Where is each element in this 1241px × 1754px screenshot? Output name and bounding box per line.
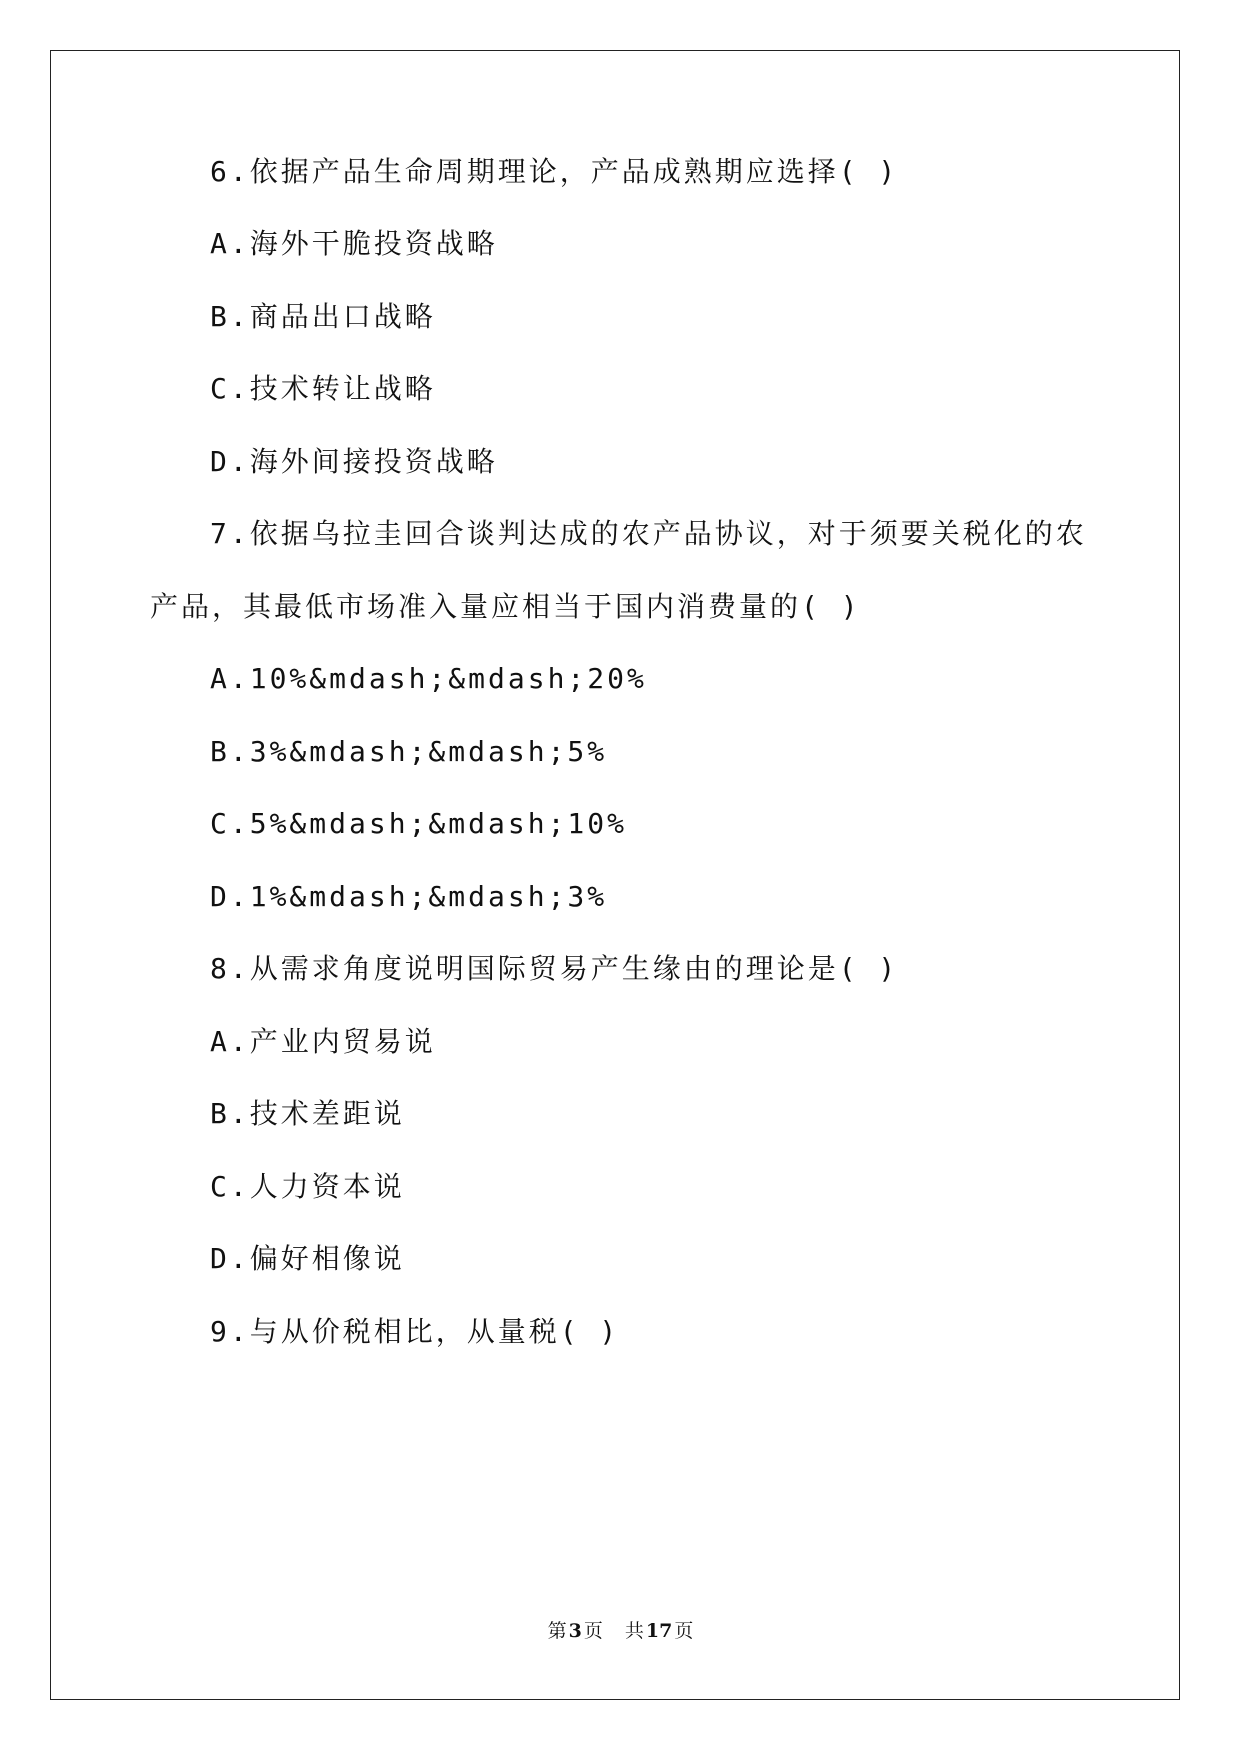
- footer-page-prefix: 第: [547, 1620, 567, 1642]
- question-7-continued: 产品，其最低市场准入量应相当于国内消费量的( ): [150, 590, 861, 623]
- question-7-option-b: B.3%&mdash;&mdash;5%: [210, 735, 608, 768]
- question-7-option-d: D.1%&mdash;&mdash;3%: [210, 880, 608, 913]
- question-6: 6.依据产品生命周期理论，产品成熟期应选择( ): [210, 155, 899, 188]
- question-8-option-b: B.技术差距说: [210, 1097, 405, 1130]
- page-footer: [0, 1618, 1241, 1644]
- question-8: 8.从需求角度说明国际贸易产生缘由的理论是( ): [210, 952, 899, 985]
- footer-total-pages: 17: [645, 1620, 673, 1642]
- question-6-option-b: B.商品出口战略: [210, 300, 436, 333]
- question-6-option-d: D.海外间接投资战略: [210, 445, 498, 478]
- question-8-option-c: C.人力资本说: [210, 1170, 405, 1203]
- question-7: 7.依据乌拉圭回合谈判达成的农产品协议，对于须要关税化的农: [210, 517, 1087, 550]
- question-9: 9.与从价税相比，从量税( ): [210, 1315, 620, 1348]
- footer-total-suffix: 页: [674, 1620, 694, 1642]
- footer-page-suffix: 页: [583, 1620, 603, 1642]
- footer-page-number: 3: [568, 1620, 582, 1642]
- footer-total-prefix: 共: [624, 1620, 644, 1642]
- question-8-option-a: A.产业内贸易说: [210, 1025, 436, 1058]
- question-7-option-a: A.10%&mdash;&mdash;20%: [210, 662, 647, 695]
- question-6-option-a: A.海外干脆投资战略: [210, 227, 498, 260]
- question-6-option-c: C.技术转让战略: [210, 372, 436, 405]
- question-7-option-c: C.5%&mdash;&mdash;10%: [210, 807, 628, 840]
- question-8-option-d: D.偏好相像说: [210, 1242, 405, 1275]
